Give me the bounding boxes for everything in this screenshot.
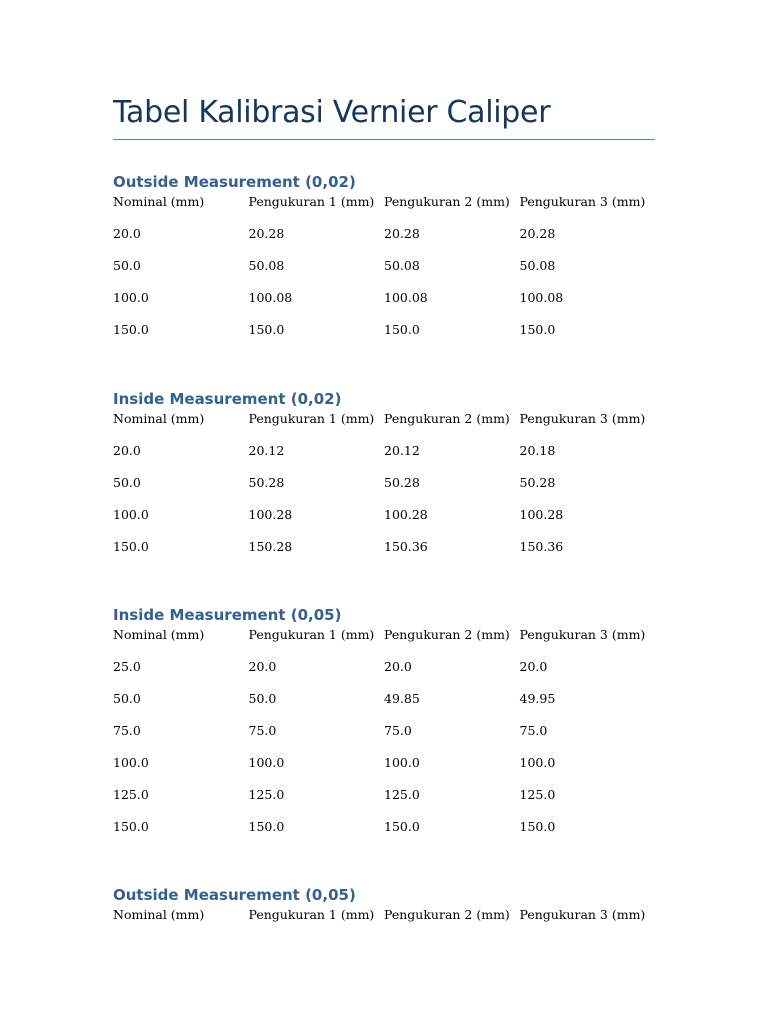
table-header-row [113, 194, 655, 226]
table-cell: 125.0 [519, 787, 556, 802]
column-header: Pengukuran 2 (mm) [384, 907, 510, 922]
table-cell: 150.28 [248, 539, 293, 554]
table-cell: 75.0 [248, 723, 277, 738]
table-cell: 50.28 [519, 475, 556, 490]
table-cell: 125.0 [384, 787, 420, 802]
table-cell: 100.0 [519, 755, 556, 770]
table-cell: 100.0 [113, 755, 149, 770]
table-cell: 75.0 [113, 723, 141, 738]
table-cell: 150.0 [113, 539, 149, 554]
table-cell: 20.0 [519, 659, 548, 674]
table-cell: 100.28 [248, 507, 293, 522]
table-cell: 150.36 [519, 539, 564, 554]
table-cell: 20.12 [384, 443, 420, 458]
table-cell: 20.28 [519, 226, 556, 241]
table-cell: 75.0 [519, 723, 548, 738]
table-cell: 150.36 [384, 539, 428, 554]
table-cell: 49.85 [384, 691, 420, 706]
table-cell: 150.0 [384, 322, 420, 337]
section-3 [113, 605, 673, 851]
column-header: Pengukuran 1 (mm) [248, 194, 375, 209]
table-cell: 150.0 [113, 819, 149, 834]
section-heading: Outside Measurement (0,02) [113, 173, 356, 191]
column-header: Pengukuran 3 (mm) [519, 907, 646, 922]
table-cell: 100.0 [248, 755, 285, 770]
column-header: Pengukuran 2 (mm) [384, 194, 510, 209]
column-header: Pengukuran 1 (mm) [248, 907, 375, 922]
table-row [113, 787, 655, 819]
calibration-table [113, 907, 655, 939]
table-row [113, 443, 655, 475]
title-underline [113, 139, 655, 140]
column-header: Nominal (mm) [113, 411, 205, 426]
table-cell: 50.28 [384, 475, 420, 490]
table-cell: 100.28 [519, 507, 564, 522]
table-cell: 20.12 [248, 443, 285, 458]
table-row [113, 507, 655, 539]
table-cell: 75.0 [384, 723, 412, 738]
calibration-table [113, 411, 655, 571]
table-row [113, 258, 655, 290]
table-row [113, 691, 655, 723]
page-title: Tabel Kalibrasi Vernier Caliper [113, 95, 551, 130]
table-row [113, 755, 655, 787]
table-cell: 49.95 [519, 691, 556, 706]
table-cell: 125.0 [113, 787, 149, 802]
table-cell: 50.08 [248, 258, 285, 273]
table-cell: 20.0 [113, 443, 141, 458]
table-cell: 50.0 [113, 258, 141, 273]
table-cell: 150.0 [248, 819, 285, 834]
table-cell: 20.0 [384, 659, 412, 674]
table-cell: 100.0 [113, 290, 149, 305]
table-cell: 50.0 [248, 691, 277, 706]
table-cell: 150.0 [519, 819, 556, 834]
table-cell: 20.18 [519, 443, 556, 458]
column-header: Pengukuran 3 (mm) [519, 411, 646, 426]
table-cell: 150.0 [519, 322, 556, 337]
section-heading: Inside Measurement (0,02) [113, 390, 342, 408]
table-cell: 50.08 [384, 258, 420, 273]
column-header: Pengukuran 3 (mm) [519, 194, 646, 209]
table-row [113, 819, 655, 851]
column-header: Pengukuran 3 (mm) [519, 627, 646, 642]
calibration-table [113, 194, 655, 354]
table-cell: 150.0 [384, 819, 420, 834]
table-cell: 50.0 [113, 475, 141, 490]
table-cell: 20.28 [248, 226, 285, 241]
column-header: Nominal (mm) [113, 907, 205, 922]
section-2 [113, 389, 673, 571]
table-cell: 20.0 [248, 659, 277, 674]
column-header: Nominal (mm) [113, 627, 205, 642]
section-4 [113, 885, 673, 939]
section-1 [113, 172, 673, 354]
table-cell: 50.28 [248, 475, 285, 490]
column-header: Pengukuran 1 (mm) [248, 627, 375, 642]
table-header-row [113, 627, 655, 659]
table-cell: 50.08 [519, 258, 556, 273]
table-cell: 100.0 [384, 755, 420, 770]
table-cell: 150.0 [113, 322, 149, 337]
table-row [113, 659, 655, 691]
table-header-row [113, 907, 655, 939]
section-heading: Inside Measurement (0,05) [113, 606, 342, 624]
table-row [113, 539, 655, 571]
table-cell: 50.0 [113, 691, 141, 706]
table-header-row [113, 411, 655, 443]
table-row [113, 290, 655, 322]
section-heading: Outside Measurement (0,05) [113, 886, 356, 904]
table-cell: 100.0 [113, 507, 149, 522]
table-cell: 20.28 [384, 226, 420, 241]
calibration-table [113, 627, 655, 851]
column-header: Pengukuran 2 (mm) [384, 411, 510, 426]
column-header: Pengukuran 1 (mm) [248, 411, 375, 426]
table-cell: 20.0 [113, 226, 141, 241]
table-cell: 100.08 [248, 290, 293, 305]
table-cell: 150.0 [248, 322, 285, 337]
table-row [113, 226, 655, 258]
table-cell: 100.28 [384, 507, 428, 522]
table-cell: 25.0 [113, 659, 141, 674]
column-header: Pengukuran 2 (mm) [384, 627, 510, 642]
table-cell: 125.0 [248, 787, 285, 802]
column-header: Nominal (mm) [113, 194, 205, 209]
table-row [113, 723, 655, 755]
table-row [113, 475, 655, 507]
table-cell: 100.08 [519, 290, 564, 305]
table-cell: 100.08 [384, 290, 428, 305]
table-row [113, 322, 655, 354]
